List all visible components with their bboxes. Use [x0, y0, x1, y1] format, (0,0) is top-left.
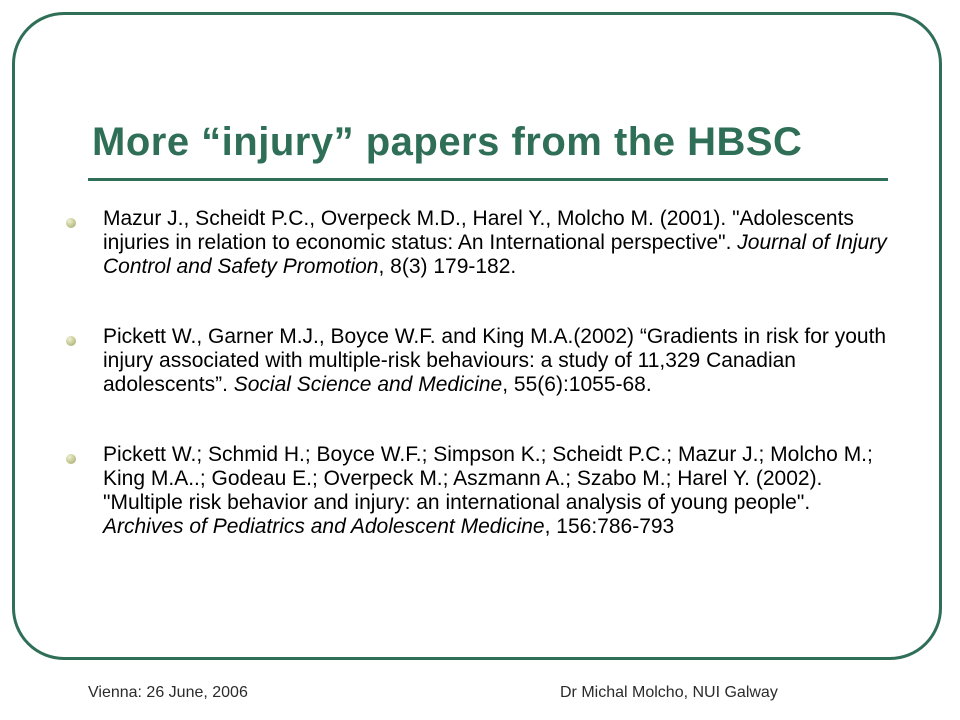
reference-details: , 156:786-793: [544, 515, 675, 538]
reference-item: [60, 325, 890, 397]
title-underline: [88, 178, 888, 181]
reference-journal: Archives of Pediatrics and Adolescent Medicine: [103, 515, 545, 538]
reference-text: Mazur J., Scheidt P.C., Overpeck M.D., Harel Y., Molcho M. (2001). "Adolescents injuries in relation to economic status: An International perspective".: [103, 207, 854, 254]
footer-date: Vienna: 26 June, 2006: [88, 684, 248, 701]
reference-list: [60, 207, 890, 539]
reference-text: Pickett W., Garner M.J., Boyce W.F. and King M.A.(2002) “Gradients in risk for youth injury associated with multiple-risk behaviours: a study of 11,329 Canadian adolescents”.: [103, 325, 887, 396]
bullet-icon: [66, 336, 76, 346]
reference-text: Pickett W.; Schmid H.; Boyce W.F.; Simpson K.; Scheidt P.C.; Mazur J.; Molcho M.; King M.A..; Godeau E.; Overpeck M.; Aszmann A.; Szabo M.; Harel Y. (2002). "Multiple risk behavior and injury: an international analysis of young people".: [103, 443, 873, 514]
footer-author: Dr Michal Molcho, NUI Galway: [560, 684, 778, 701]
bullet-icon: [66, 218, 76, 228]
bullet-icon: [66, 454, 76, 464]
reference-journal: Journal of Injury Control and Safety Promotion: [103, 231, 887, 278]
reference-item: [60, 207, 890, 279]
reference-journal: Social Science and Medicine: [233, 373, 503, 396]
reference-details: , 8(3) 179-182.: [378, 255, 517, 278]
slide-title: More “injury” papers from the HBSC: [92, 120, 803, 164]
reference-details: , 55(6):1055-68.: [502, 373, 652, 396]
reference-item: [60, 443, 890, 539]
